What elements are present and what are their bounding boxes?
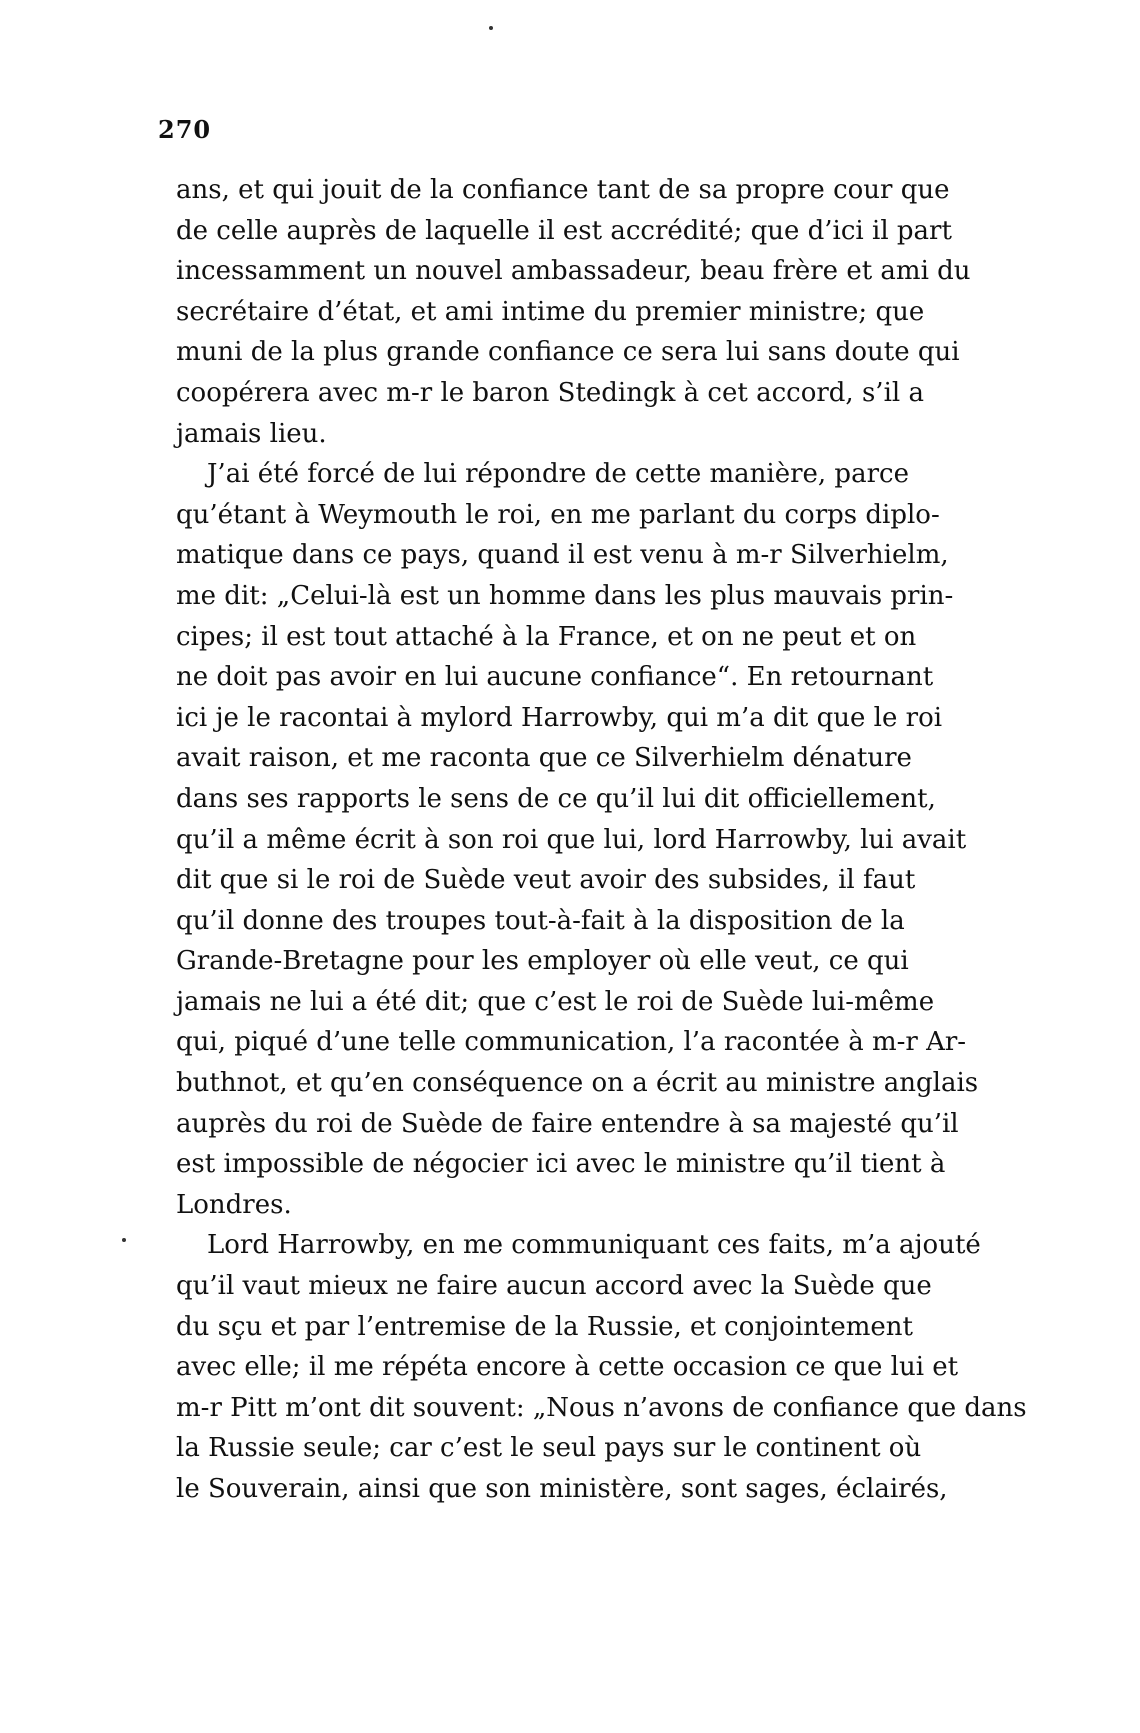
text-line: ans, et qui jouit de la confiance tant de sa propre cour que bbox=[176, 175, 950, 205]
text-line: jamais ne lui a été dit; que c’est le roi de Suède lui-même bbox=[176, 986, 935, 1017]
text-line: Londres. bbox=[176, 1189, 292, 1220]
body-text bbox=[176, 170, 1027, 1510]
text-line: m-r Pitt m’ont dit souvent: „Nous n’avons de confiance que dans bbox=[176, 1392, 1027, 1423]
text-line: est impossible de négocier ici avec le ministre qu’il tient à bbox=[176, 1149, 946, 1180]
text-line: Lord Harrowby, en me communiquant ces faits, m’a ajouté bbox=[207, 1230, 981, 1261]
text-line: qu’il vaut mieux ne faire aucun accord avec la Suède que bbox=[176, 1271, 932, 1302]
text-line: auprès du roi de Suède de faire entendre à sa majesté qu’il bbox=[176, 1108, 959, 1139]
text-line: incessamment un nouvel ambassadeur, beau frère et ami du bbox=[176, 256, 971, 287]
text-line: dans ses rapports le sens de ce qu’il lui dit officiellement, bbox=[176, 783, 936, 814]
text-line: du sçu et par l’entremise de la Russie, et conjointement bbox=[176, 1311, 913, 1342]
text-line: qu’il donne des troupes tout-à-fait à la disposition de la bbox=[176, 905, 905, 936]
ink-speck bbox=[489, 26, 493, 30]
text-line: cipes; il est tout attaché à la France, et on ne peut et on bbox=[176, 621, 917, 652]
text-line: buthnot, et qu’en conséquence on a écrit au ministre anglais bbox=[176, 1068, 979, 1099]
text-line: muni de la plus grande confiance ce sera lui sans doute qui bbox=[176, 337, 960, 368]
text-line: avec elle; il me répéta encore à cette occasion ce que lui et bbox=[176, 1352, 959, 1383]
text-line: avait raison, et me raconta que ce Silverhielm dénature bbox=[176, 743, 912, 774]
text-line: dit que si le roi de Suède veut avoir des subsides, il faut bbox=[176, 865, 916, 896]
text-line: secrétaire d’état, et ami intime du premier ministre; que bbox=[176, 296, 925, 327]
text-line: qu’étant à Weymouth le roi, en me parlant du corps diplo- bbox=[176, 499, 940, 530]
margin-mark bbox=[122, 1238, 126, 1242]
page-number: 270 bbox=[158, 115, 212, 144]
text-line: de celle auprès de laquelle il est accrédité; que d’ici il part bbox=[176, 215, 952, 246]
text-line: me dit: „Celui-là est un homme dans les plus mauvais prin- bbox=[176, 580, 954, 611]
text-line: ne doit pas avoir en lui aucune confiance“. En retournant bbox=[176, 662, 934, 693]
text-line: matique dans ce pays, quand il est venu à m-r Silverhielm, bbox=[176, 540, 949, 571]
text-line: qui, piqué d’une telle communication, l’a racontée à m-r Ar- bbox=[176, 1027, 967, 1058]
text-line: qu’il a même écrit à son roi que lui, lord Harrowby, lui avait bbox=[176, 824, 967, 855]
text-line: ici je le racontai à mylord Harrowby, qui m’a dit que le roi bbox=[176, 702, 943, 733]
text-line: coopérera avec m-r le baron Stedingk à cet accord, s’il a bbox=[176, 377, 924, 408]
text-line: Grande-Bretagne pour les employer où elle veut, ce qui bbox=[176, 946, 909, 977]
text-line: le Souverain, ainsi que son ministère, sont sages, éclairés, bbox=[176, 1474, 948, 1504]
text-line: jamais lieu. bbox=[176, 418, 327, 449]
text-line: J’ai été forcé de lui répondre de cette manière, parce bbox=[207, 459, 909, 490]
text-line: la Russie seule; car c’est le seul pays sur le continent où bbox=[176, 1433, 922, 1464]
